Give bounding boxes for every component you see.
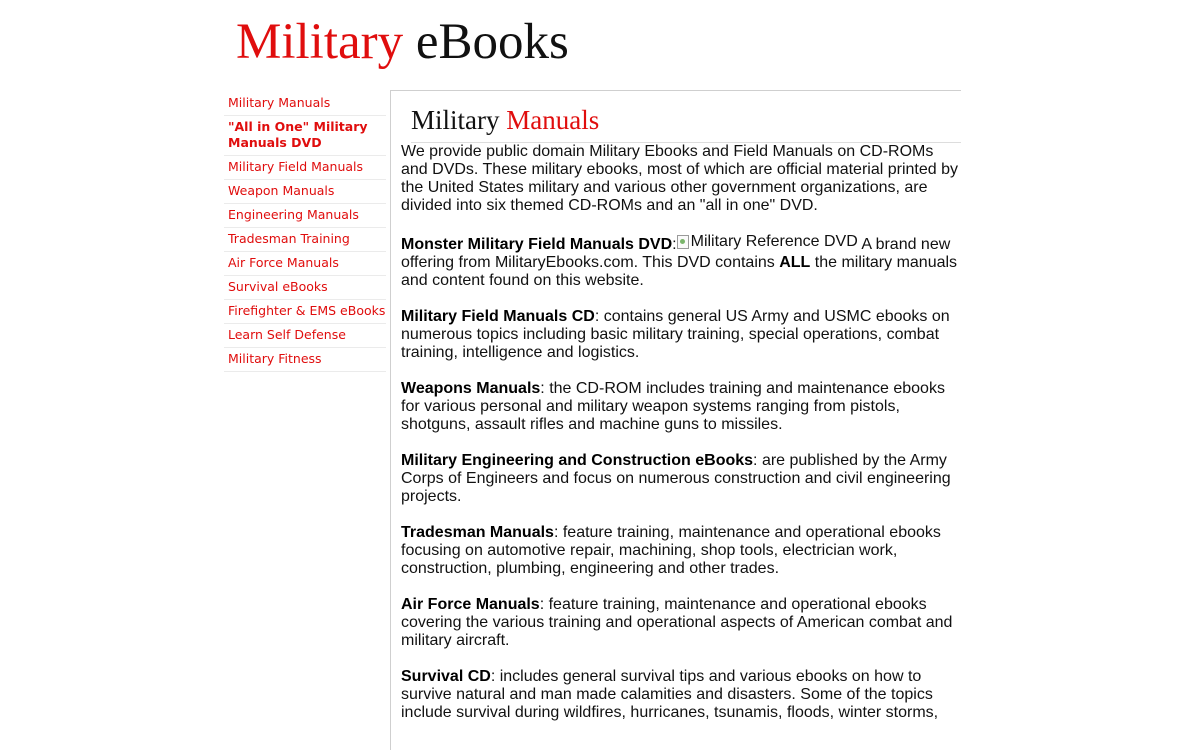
section-text: : the CD-ROM includes training and maintenance ebooks for various personal and military weapon systems ranging from pistols, shotguns, assault rifles and machine guns to missiles. xyxy=(401,380,945,433)
dvd-emphasis: ALL xyxy=(779,254,811,271)
site-title-ebooks: eBooks xyxy=(415,14,569,70)
sidebar-item-survival-ebooks xyxy=(224,276,386,300)
page-heading-military: Military xyxy=(411,105,500,135)
intro-paragraph: We provide public domain Military Ebooks and Field Manuals on CD-ROMs and DVDs. These military ebooks, most of which are official material printed by the United States military and various other government organizations, are divided into six themed CD-ROMs and an "all in one" DVD. xyxy=(401,143,958,214)
sidebar-item-engineering-manuals xyxy=(224,204,386,228)
sidebar-link-self-defense[interactable]: Learn Self Defense xyxy=(228,327,346,342)
sidebar-item-military-fitness xyxy=(224,348,386,372)
page-heading xyxy=(411,91,961,142)
sidebar-item-military-manuals xyxy=(224,92,386,116)
page-heading-manuals: Manuals xyxy=(506,105,600,135)
sidebar-nav xyxy=(224,92,386,372)
section-field-manuals xyxy=(401,308,961,362)
section-text: : feature training, maintenance and operational ebooks focusing on automotive repair, machining, shop tools, electrician work, construction, plumbing, engineering and other trades. xyxy=(401,524,941,577)
dvd-paragraph: Monster Military Field Manuals DVD: Military Reference DVD A brand new offering from MilitaryEbooks.com. This DVD contains ALL the military manuals and content found on this website. xyxy=(401,233,958,289)
section-text: : contains general US Army and USMC ebooks on numerous topics including basic military training, special operations, combat training, intelligence and logistics. xyxy=(401,308,950,361)
sidebar-link-military-fitness[interactable]: Military Fitness xyxy=(228,351,322,366)
main-content xyxy=(401,91,961,740)
sidebar-item-field-manuals xyxy=(224,156,386,180)
sidebar-item-self-defense xyxy=(224,324,386,348)
section-weapons-manuals xyxy=(401,380,961,434)
section-title: Military Engineering and Construction eBooks xyxy=(401,452,754,469)
section-survival xyxy=(401,668,961,722)
sidebar-link-military-manuals[interactable]: Military Manuals xyxy=(228,95,331,110)
section-text: : includes general survival tips and various ebooks on how to survive natural and man made calamities and disasters. Some of the topics include survival during wildfires, hurricanes, tsunamis, floods, winter storms, xyxy=(401,668,939,721)
sidebar-link-firefighter-ems[interactable]: Firefighter & EMS eBooks xyxy=(228,303,386,318)
broken-image-icon xyxy=(677,235,689,249)
site-title xyxy=(236,10,569,74)
section-title: Tradesman Manuals xyxy=(401,524,554,541)
section-text: : are published by the Army Corps of Engineers and focus on numerous construction and civil engineering projects. xyxy=(401,452,951,505)
section-title: Military Field Manuals CD xyxy=(401,308,595,325)
sidebar-item-firefighter-ems xyxy=(224,300,386,324)
dvd-title: Monster Military Field Manuals DVD xyxy=(401,236,673,253)
section-text: : feature training, maintenance and operational ebooks covering the various training and operational aspects of American combat and military aircraft. xyxy=(401,596,953,649)
sidebar-link-weapon-manuals[interactable]: Weapon Manuals xyxy=(228,183,335,198)
dvd-text-before: A brand new offering from MilitaryEbooks.com. This DVD contains xyxy=(401,236,951,271)
section-air-force xyxy=(401,596,961,650)
section-title: Survival CD xyxy=(401,668,491,685)
section-engineering xyxy=(401,452,961,506)
section-tradesman xyxy=(401,524,961,578)
section-title: Air Force Manuals xyxy=(401,596,540,613)
sidebar-item-weapon-manuals xyxy=(224,180,386,204)
dvd-image xyxy=(677,233,858,251)
content-left-divider xyxy=(390,90,391,750)
sidebar-list xyxy=(224,92,386,372)
sidebar-link-field-manuals[interactable]: Military Field Manuals xyxy=(228,159,364,174)
sidebar-link-tradesman-training[interactable]: Tradesman Training xyxy=(228,231,350,246)
dvd-image-alt: Military Reference DVD xyxy=(690,233,858,250)
site-title-military: Military xyxy=(236,14,404,70)
sidebar-item-tradesman-training xyxy=(224,228,386,252)
section-title: Weapons Manuals xyxy=(401,380,541,397)
dvd-text-after: the military manuals and content found on this website. xyxy=(401,254,958,289)
sidebar-item-air-force-manuals xyxy=(224,252,386,276)
sidebar-link-all-in-one-dvd[interactable]: "All in One" Military Manuals DVD xyxy=(228,119,368,150)
sidebar-link-air-force-manuals[interactable]: Air Force Manuals xyxy=(228,255,339,270)
sidebar-link-survival-ebooks[interactable]: Survival eBooks xyxy=(228,279,328,294)
sidebar-link-engineering-manuals[interactable]: Engineering Manuals xyxy=(228,207,359,222)
sidebar-item-all-in-one-dvd xyxy=(224,116,386,156)
